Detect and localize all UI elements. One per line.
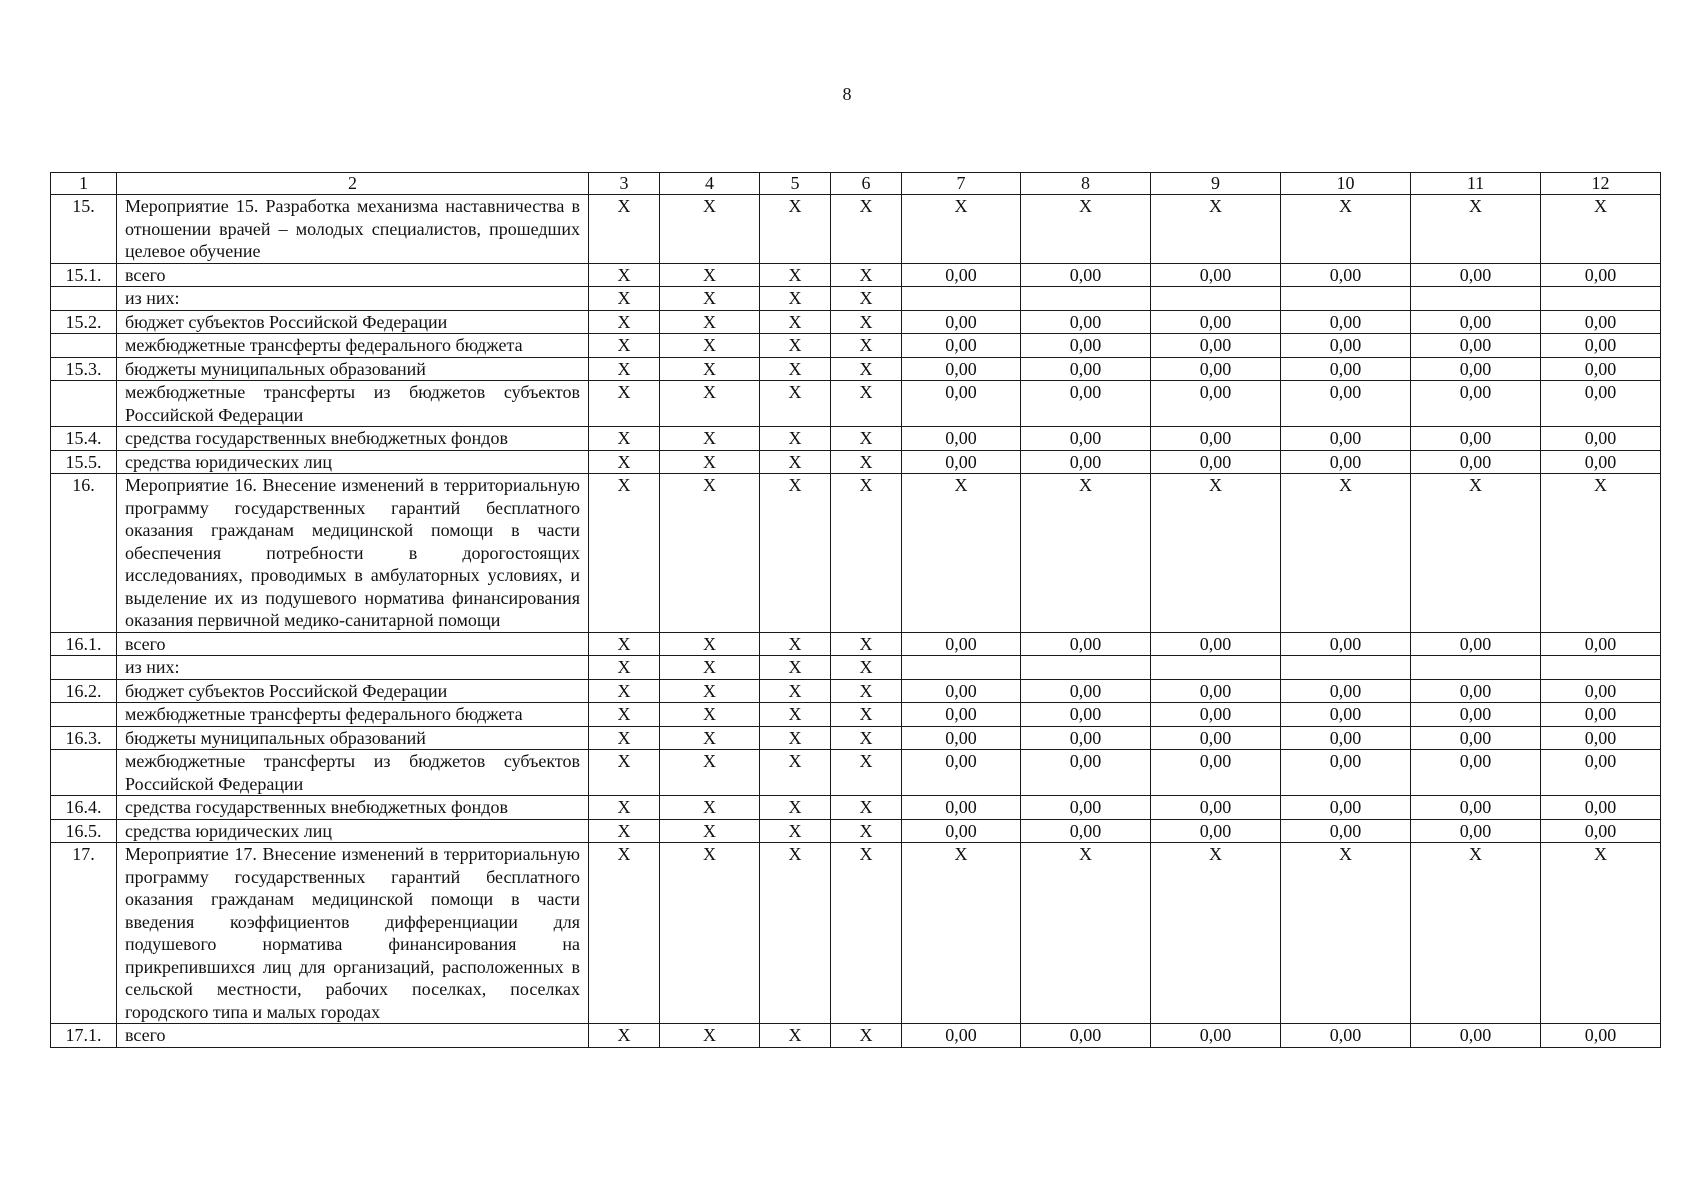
table-cell: X	[760, 843, 831, 1024]
table-cell: 0,00	[1281, 310, 1411, 334]
column-header: 4	[660, 173, 760, 195]
table-cell: X	[831, 357, 902, 381]
table-cell: 0,00	[1021, 381, 1151, 427]
table-cell: X	[760, 750, 831, 796]
table-cell: 0,00	[902, 679, 1021, 703]
table-cell: X	[831, 287, 902, 311]
table-cell: X	[1281, 474, 1411, 633]
row-description: Мероприятие 16. Внесение изменений в территориальную программу государственных гарантий бесплатного оказания гражданам медицинской помощи в части обеспечения потребности в дорогостоящих исследованиях, проводимых в амбулаторных условиях, и выделение их из подушевого норматива финансирования оказания первичной медико-санитарной помощи	[117, 474, 589, 633]
table-cell: 0,00	[1411, 381, 1541, 427]
table-cell: 0,00	[1411, 427, 1541, 451]
table-cell: X	[1021, 195, 1151, 264]
table-row	[51, 750, 1661, 796]
table-cell: X	[660, 726, 760, 750]
row-description: всего	[117, 632, 589, 656]
column-header: 9	[1151, 173, 1281, 195]
table-cell: 0,00	[1151, 750, 1281, 796]
table-cell: X	[660, 796, 760, 820]
column-header: 3	[589, 173, 660, 195]
table-cell: X	[589, 1024, 660, 1048]
table-cell: X	[760, 1024, 831, 1048]
page-number: 8	[842, 84, 852, 104]
table-cell: 0,00	[1021, 427, 1151, 451]
table-cell: 0,00	[902, 796, 1021, 820]
table-cell: 0,00	[1541, 726, 1661, 750]
table-cell: 0,00	[1151, 357, 1281, 381]
table-cell: X	[660, 843, 760, 1024]
row-description: бюджет субъектов Российской Федерации	[117, 310, 589, 334]
row-number: 16.2.	[51, 679, 117, 703]
table-cell: 0,00	[1151, 1024, 1281, 1048]
column-header: 10	[1281, 173, 1411, 195]
table-cell	[902, 287, 1021, 311]
table-cell: X	[760, 263, 831, 287]
table-cell: X	[589, 819, 660, 843]
table-cell: X	[760, 381, 831, 427]
table-cell: 0,00	[1021, 450, 1151, 474]
row-description: средства юридических лиц	[117, 450, 589, 474]
table-row	[51, 656, 1661, 680]
table-cell: X	[760, 703, 831, 727]
table-cell: 0,00	[1541, 1024, 1661, 1048]
row-description: бюджеты муниципальных образований	[117, 357, 589, 381]
table-cell: 0,00	[1281, 796, 1411, 820]
row-description: всего	[117, 263, 589, 287]
table-cell: 0,00	[902, 381, 1021, 427]
table-cell	[1021, 287, 1151, 311]
table-cell: X	[1541, 195, 1661, 264]
table-cell: X	[1151, 474, 1281, 633]
row-description: межбюджетные трансферты из бюджетов субъектов Российской Федерации	[117, 750, 589, 796]
table-cell	[1281, 656, 1411, 680]
table-cell: 0,00	[1151, 334, 1281, 358]
table-row	[51, 357, 1661, 381]
budget-table	[50, 172, 1661, 1048]
table-cell: X	[831, 195, 902, 264]
table-row	[51, 334, 1661, 358]
table-cell: 0,00	[1281, 334, 1411, 358]
table-cell: 0,00	[1541, 427, 1661, 451]
table-row	[51, 843, 1661, 1024]
table-cell: X	[660, 263, 760, 287]
table-cell: X	[589, 287, 660, 311]
table-cell: X	[589, 796, 660, 820]
column-header: 8	[1021, 173, 1151, 195]
table-cell: 0,00	[1021, 1024, 1151, 1048]
column-header: 1	[51, 173, 117, 195]
row-number	[51, 750, 117, 796]
row-number: 15.3.	[51, 357, 117, 381]
row-number: 16.5.	[51, 819, 117, 843]
table-cell: 0,00	[902, 1024, 1021, 1048]
table-row	[51, 726, 1661, 750]
table-cell: 0,00	[1281, 263, 1411, 287]
table-row	[51, 427, 1661, 451]
table-cell: X	[589, 474, 660, 633]
table-cell: X	[902, 195, 1021, 264]
table-cell: X	[1151, 843, 1281, 1024]
row-number: 16.4.	[51, 796, 117, 820]
row-description: межбюджетные трансферты федерального бюджета	[117, 703, 589, 727]
row-number: 15.1.	[51, 263, 117, 287]
table-cell: X	[589, 310, 660, 334]
table-cell: 0,00	[1281, 381, 1411, 427]
table-cell: 0,00	[1021, 703, 1151, 727]
row-description: средства юридических лиц	[117, 819, 589, 843]
table-cell: X	[831, 450, 902, 474]
table-cell: X	[660, 1024, 760, 1048]
table-cell: X	[760, 632, 831, 656]
table-cell: 0,00	[1021, 796, 1151, 820]
table-cell: 0,00	[1541, 750, 1661, 796]
table-cell: X	[1541, 843, 1661, 1024]
table-cell: X	[831, 750, 902, 796]
table-cell: X	[589, 195, 660, 264]
table-cell: X	[760, 450, 831, 474]
table-cell: X	[760, 474, 831, 633]
table-row	[51, 679, 1661, 703]
table-cell: 0,00	[1021, 819, 1151, 843]
table-cell: X	[660, 679, 760, 703]
table-cell: X	[831, 334, 902, 358]
row-number: 15.	[51, 195, 117, 264]
table-cell: X	[831, 656, 902, 680]
table-cell: 0,00	[902, 632, 1021, 656]
table-cell: X	[589, 334, 660, 358]
table-cell: X	[831, 381, 902, 427]
table-cell: 0,00	[1151, 427, 1281, 451]
table-cell: X	[831, 726, 902, 750]
table-row	[51, 195, 1661, 264]
table-cell: X	[760, 310, 831, 334]
table-row	[51, 310, 1661, 334]
column-header: 7	[902, 173, 1021, 195]
table-cell: X	[831, 819, 902, 843]
table-cell: X	[660, 427, 760, 451]
table-cell: 0,00	[1281, 450, 1411, 474]
table-cell: 0,00	[1151, 632, 1281, 656]
table-cell	[1151, 656, 1281, 680]
column-header: 2	[117, 173, 589, 195]
table-cell: 0,00	[1021, 263, 1151, 287]
table-cell: 0,00	[1281, 750, 1411, 796]
table-cell: X	[1541, 474, 1661, 633]
table-cell: 0,00	[1541, 310, 1661, 334]
table-cell: X	[1281, 195, 1411, 264]
table-cell: 0,00	[1151, 726, 1281, 750]
table-cell: 0,00	[902, 310, 1021, 334]
column-header: 5	[760, 173, 831, 195]
table-cell: 0,00	[1541, 703, 1661, 727]
table-cell	[1411, 656, 1541, 680]
table-cell: X	[589, 381, 660, 427]
table-cell: X	[760, 796, 831, 820]
row-number	[51, 287, 117, 311]
table-cell: 0,00	[1021, 357, 1151, 381]
table-cell: X	[831, 703, 902, 727]
table-cell: 0,00	[1281, 632, 1411, 656]
table-cell: 0,00	[1021, 679, 1151, 703]
table-cell	[1281, 287, 1411, 311]
row-description: Мероприятие 17. Внесение изменений в территориальную программу государственных гарантий бесплатного оказания гражданам медицинской помощи в части введения коэффициентов дифференциации для подушевого норматива финансирования на прикрепившихся лиц для организаций, расположенных в сельской местности, рабочих поселках, поселках городского типа и малых городах	[117, 843, 589, 1024]
table-cell: X	[831, 796, 902, 820]
table-cell: 0,00	[1151, 263, 1281, 287]
table-cell: 0,00	[1151, 819, 1281, 843]
table-cell: 0,00	[1281, 703, 1411, 727]
column-header: 12	[1541, 173, 1661, 195]
table-row	[51, 263, 1661, 287]
table-cell: 0,00	[902, 263, 1021, 287]
row-number	[51, 334, 117, 358]
row-description: из них:	[117, 287, 589, 311]
table-cell: 0,00	[1411, 726, 1541, 750]
table-cell: 0,00	[1541, 334, 1661, 358]
row-description: из них:	[117, 656, 589, 680]
table-cell: 0,00	[902, 334, 1021, 358]
table-cell	[1021, 656, 1151, 680]
table-cell: X	[660, 703, 760, 727]
table-cell: X	[831, 679, 902, 703]
table-cell: 0,00	[902, 750, 1021, 796]
table-cell: X	[660, 819, 760, 843]
table-cell: 0,00	[1411, 796, 1541, 820]
table-cell: 0,00	[1411, 310, 1541, 334]
table-cell: 0,00	[1151, 381, 1281, 427]
row-number: 17.	[51, 843, 117, 1024]
table-cell: X	[760, 679, 831, 703]
table-cell: X	[1281, 843, 1411, 1024]
table-cell: 0,00	[1541, 796, 1661, 820]
table-cell: X	[660, 474, 760, 633]
row-description: межбюджетные трансферты федерального бюджета	[117, 334, 589, 358]
table-cell: X	[831, 427, 902, 451]
table-cell: 0,00	[1541, 450, 1661, 474]
table-cell: X	[589, 726, 660, 750]
table-cell: 0,00	[1541, 819, 1661, 843]
table-row	[51, 1024, 1661, 1048]
row-number: 15.5.	[51, 450, 117, 474]
table-cell: 0,00	[1411, 357, 1541, 381]
row-number	[51, 381, 117, 427]
table-cell: X	[589, 656, 660, 680]
table-cell: X	[1411, 474, 1541, 633]
table-cell: 0,00	[1541, 263, 1661, 287]
row-number: 16.3.	[51, 726, 117, 750]
table-cell: X	[589, 357, 660, 381]
table-cell	[1541, 656, 1661, 680]
table-cell: X	[831, 632, 902, 656]
table-cell: X	[589, 632, 660, 656]
table-cell: 0,00	[1021, 334, 1151, 358]
table-cell: 0,00	[1021, 632, 1151, 656]
table-cell: 0,00	[1021, 310, 1151, 334]
table-cell: 0,00	[1021, 750, 1151, 796]
table-cell: 0,00	[902, 427, 1021, 451]
table-cell: X	[831, 263, 902, 287]
table-cell: 0,00	[1281, 357, 1411, 381]
table-cell: X	[589, 427, 660, 451]
row-description: Мероприятие 15. Разработка механизма наставничества в отношении врачей – молодых специалистов, прошедших целевое обучение	[117, 195, 589, 264]
table-cell: 0,00	[1281, 679, 1411, 703]
table-cell: X	[760, 334, 831, 358]
table-row	[51, 450, 1661, 474]
table-row	[51, 703, 1661, 727]
row-number: 17.1.	[51, 1024, 117, 1048]
table-cell: 0,00	[1411, 819, 1541, 843]
table-cell: 0,00	[1281, 427, 1411, 451]
table-cell: X	[760, 427, 831, 451]
table-cell	[1541, 287, 1661, 311]
table-cell	[1411, 287, 1541, 311]
table-cell	[902, 656, 1021, 680]
row-number: 15.2.	[51, 310, 117, 334]
table-cell: 0,00	[1541, 632, 1661, 656]
table-cell: X	[660, 632, 760, 656]
table-header-row	[51, 173, 1661, 195]
table-cell: X	[589, 843, 660, 1024]
table-cell: 0,00	[1021, 726, 1151, 750]
table-cell: 0,00	[1411, 263, 1541, 287]
row-number	[51, 656, 117, 680]
table-cell: X	[831, 310, 902, 334]
table-cell: X	[660, 195, 760, 264]
table-cell: 0,00	[1541, 357, 1661, 381]
table-cell: X	[902, 474, 1021, 633]
table-cell: X	[589, 679, 660, 703]
table-row	[51, 819, 1661, 843]
table-cell: 0,00	[1411, 1024, 1541, 1048]
table-cell: X	[760, 819, 831, 843]
table-row	[51, 287, 1661, 311]
table-cell: 0,00	[902, 726, 1021, 750]
table-cell: X	[660, 381, 760, 427]
table-cell: X	[760, 357, 831, 381]
table-cell: 0,00	[1411, 334, 1541, 358]
row-description: бюджет субъектов Российской Федерации	[117, 679, 589, 703]
table-cell: 0,00	[1151, 679, 1281, 703]
table-cell: 0,00	[1541, 679, 1661, 703]
table-cell: X	[760, 287, 831, 311]
table-cell: X	[760, 195, 831, 264]
table-cell: 0,00	[1411, 679, 1541, 703]
table-cell: X	[760, 726, 831, 750]
table-cell: 0,00	[1411, 703, 1541, 727]
row-number: 16.1.	[51, 632, 117, 656]
table-cell	[1151, 287, 1281, 311]
column-header: 6	[831, 173, 902, 195]
table-cell: 0,00	[902, 450, 1021, 474]
table-cell: X	[1411, 195, 1541, 264]
table-cell: 0,00	[1411, 450, 1541, 474]
row-description: средства государственных внебюджетных фондов	[117, 796, 589, 820]
table-row	[51, 796, 1661, 820]
table-cell: X	[760, 656, 831, 680]
table-cell: 0,00	[1411, 750, 1541, 796]
table-cell: X	[589, 703, 660, 727]
table-cell: X	[831, 843, 902, 1024]
table-cell: 0,00	[1281, 819, 1411, 843]
table-row	[51, 474, 1661, 633]
table-cell: 0,00	[1411, 632, 1541, 656]
table-cell: X	[660, 357, 760, 381]
table-cell: X	[660, 750, 760, 796]
table-cell: 0,00	[1281, 726, 1411, 750]
row-description: всего	[117, 1024, 589, 1048]
table-cell: X	[660, 334, 760, 358]
table-cell: 0,00	[1541, 381, 1661, 427]
table-cell: X	[589, 450, 660, 474]
row-description: средства государственных внебюджетных фондов	[117, 427, 589, 451]
row-number	[51, 703, 117, 727]
table-cell: 0,00	[1151, 796, 1281, 820]
table-cell: X	[902, 843, 1021, 1024]
table-cell: X	[831, 1024, 902, 1048]
table-cell: 0,00	[902, 703, 1021, 727]
table-cell: X	[589, 750, 660, 796]
table-cell: 0,00	[902, 819, 1021, 843]
table-cell: X	[660, 287, 760, 311]
table-cell: X	[1151, 195, 1281, 264]
table-row	[51, 632, 1661, 656]
table-cell: 0,00	[902, 357, 1021, 381]
table-cell: 0,00	[1151, 450, 1281, 474]
table-cell: 0,00	[1281, 1024, 1411, 1048]
table-cell: 0,00	[1151, 703, 1281, 727]
table-cell: X	[831, 474, 902, 633]
table-cell: 0,00	[1151, 310, 1281, 334]
table-cell: X	[660, 310, 760, 334]
table-cell: X	[589, 263, 660, 287]
row-description: межбюджетные трансферты из бюджетов субъектов Российской Федерации	[117, 381, 589, 427]
table-cell: X	[660, 656, 760, 680]
table-row	[51, 381, 1661, 427]
row-number: 16.	[51, 474, 117, 633]
table-cell: X	[1411, 843, 1541, 1024]
table-cell: X	[1021, 474, 1151, 633]
column-header: 11	[1411, 173, 1541, 195]
table-cell: X	[1021, 843, 1151, 1024]
row-description: бюджеты муниципальных образований	[117, 726, 589, 750]
row-number: 15.4.	[51, 427, 117, 451]
table-cell: X	[660, 450, 760, 474]
